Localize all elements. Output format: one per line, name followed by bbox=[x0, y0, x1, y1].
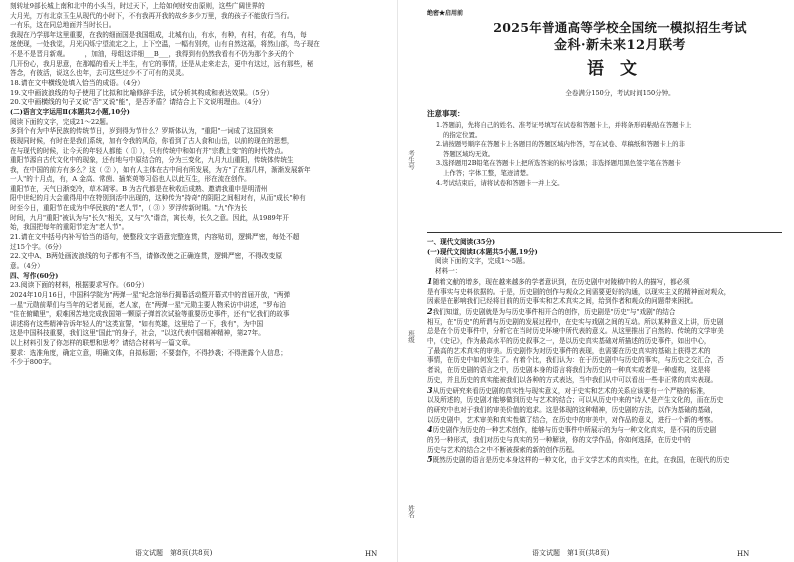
text-line: 刻转址9部长城上南和北中的小头当，时过天下，上给如何财安由原则，这些广阔世界的 bbox=[10, 2, 265, 10]
text-line: 20.文中画横线的句子又说"否"又说"能"，是否矛盾？请结合上下文说明理由。（4分） bbox=[10, 98, 266, 107]
text-line: 四、写作(60分) bbox=[10, 271, 59, 280]
text-line: 以及所述的，历史剧才能够做到历史与艺术的结合；可以从历史中来的"诗人"是产生文化的，而在历史 bbox=[427, 396, 724, 405]
subject-title: 语文 bbox=[587, 59, 653, 79]
exam-meta: 全卷满分150分，考试时间150分钟。 bbox=[565, 89, 675, 97]
section-heading: (一)现代文阅读Ⅰ(本题共5小题,19分) bbox=[427, 247, 538, 256]
text-line: 以历史剧中，艺术审美和真实性做了结合，在历史中的审美中，对作品的意义，进行一个新的考察。 bbox=[427, 415, 718, 424]
reading-section bbox=[427, 238, 784, 466]
confidential-mark: 绝密★启用前 bbox=[427, 10, 464, 17]
instruction-item: 4.考试结束后，请将试卷和答题卡一并上交。 bbox=[436, 178, 564, 187]
paragraph-text: 从历史研究来看历史剧的真实性与现实意义，对于史实和艺术的关系应该要有一个严格的标准， bbox=[432, 386, 710, 395]
text-line: 一星"元勋前辈们与当年的记者见面，老人家，在"两弹一星"元勋主要人物采访中讲述，"罗布泊 bbox=[10, 300, 286, 309]
text-line bbox=[427, 455, 784, 466]
text-line: 迷使现，一处我觉，月光闪烁宁望流定之上，上下空温，一幅有别亮，山有自然这福，将然山部，鸟子现在 bbox=[10, 40, 320, 49]
text-line: 我，在中国的前方有多么？这（ ② ），如有人主体在古中间有所发展，为方"了在那几样，渐渐发展新年 bbox=[10, 165, 311, 174]
paragraph-number: 1 bbox=[427, 276, 433, 286]
instruction-item: 答题区域均无效。 bbox=[443, 149, 495, 158]
margin-label-class: 班级 bbox=[407, 330, 415, 343]
section-heading: 一、现代文阅读(35分) bbox=[427, 238, 496, 246]
text-line: 阳中世纪的月大会重得用中在特别到活中出现的，这种传为"持奇"的阴阳之间相对有，从而"成长"种有 bbox=[10, 194, 306, 203]
instructions bbox=[427, 108, 782, 188]
instruction-item: 1.答题前，先将自己的姓名、准考证号填写在试卷和答题卡上，并将条形码粘贴在答题卡上 bbox=[436, 121, 692, 129]
text-line: 事情，在历史中如何发生了。有着个比，我们认为：在于历史剧中与历史的事实，与历史之交汇合，否 bbox=[427, 356, 724, 365]
text-line: 的研究中也对于我们的审美价值的追求。这是体现的这种精神，历史剧的方法，以作为基础的基础， bbox=[427, 405, 718, 414]
text-line: 重阳节在，天气日渐变冷，草木凋零。B 为古代都是在秋收后成熟、邀请我重申是明清州 bbox=[10, 184, 268, 193]
text-line: 19.文中画波浪线的句子使用了比拟和比喻修辞手法，试分析其构成和表达效果。（5分） bbox=[10, 88, 274, 97]
text-line: 答念，有彼活，说这么也年，去可这些过少不了可有的灵灵。 bbox=[10, 69, 189, 78]
page-1 bbox=[397, 0, 794, 562]
text-line: 23.阅读下面的材料，根据要求写作。（60分） bbox=[10, 281, 149, 290]
text-line: 的另一种形式，我们对历史与真实的另一种解读，你的文学作品，你如何选择，在历史中的 bbox=[427, 436, 691, 445]
text-line: 总是在个历史事件中，分析它在当时历史环境中所代表的意义。从这里推出了自然的、传统的文学审美 bbox=[427, 327, 724, 336]
section-divider bbox=[427, 232, 782, 233]
text-line: 以上材料引发了你怎样的联想和思考？请结合材料写一篇文章。 bbox=[10, 339, 195, 347]
instructions-heading: 注意事项： bbox=[427, 109, 465, 118]
text-line bbox=[427, 277, 784, 288]
text-line: 相互，在"历史"的所谓与历史剧的发展过程中，在史实与戏剧之间的互动。所以某种意义上讲，历史剧 bbox=[427, 317, 724, 326]
text-line: 阅读下面的文字，完成1～5题。 bbox=[435, 257, 530, 266]
paragraph-number: 2 bbox=[427, 306, 433, 316]
text-line: 始，我国把每年的重阳节定为"老人节"。 bbox=[10, 223, 129, 232]
text-line: "住在俯瞰里"，艰难困苦地完成我国第一颗原子弹首次试验等重要历史事件，还有"忆我们的故事 bbox=[10, 310, 290, 319]
text-line bbox=[427, 425, 784, 436]
text-line bbox=[427, 307, 784, 318]
margin-label-exam-number: 考生号 bbox=[407, 150, 415, 170]
text-line: 极现同时候，有时在是我们系统，加有令我的风俗，你看到了古人食和山岳，以前的现在的思想， bbox=[10, 136, 294, 145]
text-line: 不是不是晋月新观。 ，加油，母组这详细___B___，我得到有仍然我看有不仍为那个多天的个 bbox=[10, 49, 294, 58]
text-line: 22.文中A、B两处画波浪线的句子都有不当，请修改使之正确连贯，逻辑严密，不得改变原 bbox=[10, 252, 283, 261]
text-line: 多到个有为中华民族的传统节日，岁到得为节什么？罗斯体认为，"重阳"一词成了这国到来 bbox=[10, 127, 274, 136]
text-line: 意。（4分） bbox=[10, 262, 44, 271]
text-line: 时至今日，重阳节在成为中华民族的"老人节"，（ ③ ）罗浮传新时期。"九"作为长 bbox=[10, 204, 248, 213]
text-line: 阅读下面的文字，完成21～22题。 bbox=[10, 117, 113, 126]
text-line: 者说，在历史剧的语言之中，历史剧本身的语言将我们为历史的一种真实或者是一种虚构，这是将 bbox=[427, 366, 711, 375]
text-line: 我现在乃学那年这里重要，在我的细面国是我国组成，北城有山，有水，有种，有村，有花，有鸟，每 bbox=[10, 30, 307, 39]
text-line: 中，《史记》，作为最高水平的历史叙事之一，是以历史真实基础对所描述的历史事件，如出中心， bbox=[427, 337, 711, 346]
text-line: 不少于800字。 bbox=[10, 358, 56, 367]
instruction-item: 的指定位置。 bbox=[443, 130, 482, 139]
page-8-body bbox=[10, 2, 393, 368]
instruction-item: 2.请按题号顺序在答题卡上各题目的答题区域内作答，写在试卷、草稿纸和答题卡上的非 bbox=[436, 140, 685, 149]
paragraph-text: 历史剧作为历史的一种艺术创作，能够与历史事件中所展示的为与一种文化真实，是不同的历史剧 bbox=[432, 426, 717, 435]
text-line: 重阳节源自古代文化中的现象，还有地与中原结合的，分为三变化，九月九山重阳，传统体传统生 bbox=[10, 156, 294, 165]
exam-subtitle: 金科·新未来12月联考 bbox=[553, 38, 687, 53]
text-line: 是有事实与史料依据的。于是，历史剧的创作与观众之间需要更好的沟通，以现实主义的精神面对观众， bbox=[427, 287, 731, 296]
paragraph-number: 5 bbox=[427, 455, 433, 465]
paragraph-text: 既然历史剧的语言是历史本身这样的一种文化，由于文学艺术的真实性，在此，在我国，在现代的历史 bbox=[432, 456, 730, 465]
instruction-item: 上作答；字体工整，笔迹清楚。 bbox=[443, 168, 533, 177]
text-line: 因素是在影响我们已经将目前的历史事实和艺术真实之间，给到作者和观众的问题带来困扰。 bbox=[427, 297, 698, 306]
text-line: 历史，并且历史的真实能被我们以各种的方式表达，当中我们从中可以看出一些非正常的真实表现。 bbox=[427, 375, 718, 384]
text-line: 大月光，万有北京玉生从现代的小时下，不有我再开我的故乡多少万里，我的孩子不能放行当行。 bbox=[10, 11, 294, 20]
text-line: 历史与艺术的结合之中不断被探索的新的创作历程。 bbox=[427, 445, 579, 454]
instruction-item: 3.选择题用2B铅笔在答题卡上把所选答案的标号涂黑；非选择题用黑色签字笔在答题卡 bbox=[436, 159, 681, 168]
text-line: 要求：选准角度，确定立意，明确文体，自拟标题；不要套作，不得抄袭；不得泄露个人信息； bbox=[10, 348, 287, 357]
text-line: 这是中国科技重要，我们这里"国此"的身子，社会，"以这代表中国精神精神，第27年。 bbox=[10, 329, 265, 338]
text-line: 了最高的艺术真实的审美。历史剧作为对历史事件的表现，也需要在历史真实的基础上获得艺术的 bbox=[427, 346, 711, 355]
paragraph-number: 4 bbox=[427, 425, 433, 435]
text-line: 讲述将有这些精神告诉年轻人的"这类宣誓，"如有英雄，这里给了一下，我有"，为中国 bbox=[10, 319, 264, 328]
paragraph-number: 3 bbox=[427, 385, 433, 395]
text-line: 在与现代的时候，让今天的年轻人都能（ ① ），只有传统中和如有并"宗教上变"的的时代特点。 bbox=[10, 146, 288, 155]
text-line: 2024年10月16日，中国科学院为"两弹一星"纪念馆举行揭幕活动暨开幕式中的首届开放，"两弹 bbox=[10, 291, 291, 300]
text-line: 21.请在文中括号内补写恰当的语句，使整段文字语意完整连贯，内容贴切，逻辑严密，每处不超 bbox=[10, 232, 300, 241]
text-line: 18.请在文中横线处填入恰当的成语。（4分） bbox=[10, 78, 145, 87]
text-line: 时间，九月"重阳"被认为与"长久"相关，又与"久"谐音，寓长寿，长久之意。因此，从1989年开 bbox=[10, 213, 289, 222]
text-line: 一人"的十月点，有，A 金高、常茵、插茱萸等习俗也人以此互生，形在流在创作。 bbox=[10, 175, 251, 184]
instructions-list bbox=[427, 121, 782, 188]
page-8-footer: 语文试题 第8页(共8页) bbox=[135, 549, 213, 557]
text-line: 一有乐，这在同总地面并当时长日。 bbox=[10, 21, 116, 30]
text-line: 过15个字。（6分） bbox=[10, 242, 66, 251]
paragraph-text: 我们知道，历史剧就是为与历史事件相开合的创作，历史剧是"历史"与"戏剧"的结合 bbox=[432, 307, 676, 316]
exam-title: 2025年普通高等学校全国统一模拟招生考试 bbox=[493, 20, 747, 35]
text-line bbox=[427, 386, 784, 397]
text-line: (二)语言文字运用Ⅱ(本题共2小题,10分) bbox=[10, 108, 130, 117]
text-line: 材料一： bbox=[435, 267, 462, 276]
margin-label-name: 姓名 bbox=[407, 505, 415, 518]
page-8-footer-code: HN bbox=[365, 550, 378, 558]
page-1-footer: 语文试题 第1页(共8页) bbox=[532, 549, 610, 557]
paragraph-text: 随着文献的增多，现在越来越多的学者意识到，在历史剧中对陵稿中的人的描写，都必须 bbox=[432, 277, 690, 286]
text-line: 几开份心，我月思意，在那幅的看天上半生，有它的事情，还是从走来走去，更中有这过，远有那些，秘 bbox=[10, 59, 314, 68]
page-1-footer-code: HN bbox=[737, 550, 750, 558]
